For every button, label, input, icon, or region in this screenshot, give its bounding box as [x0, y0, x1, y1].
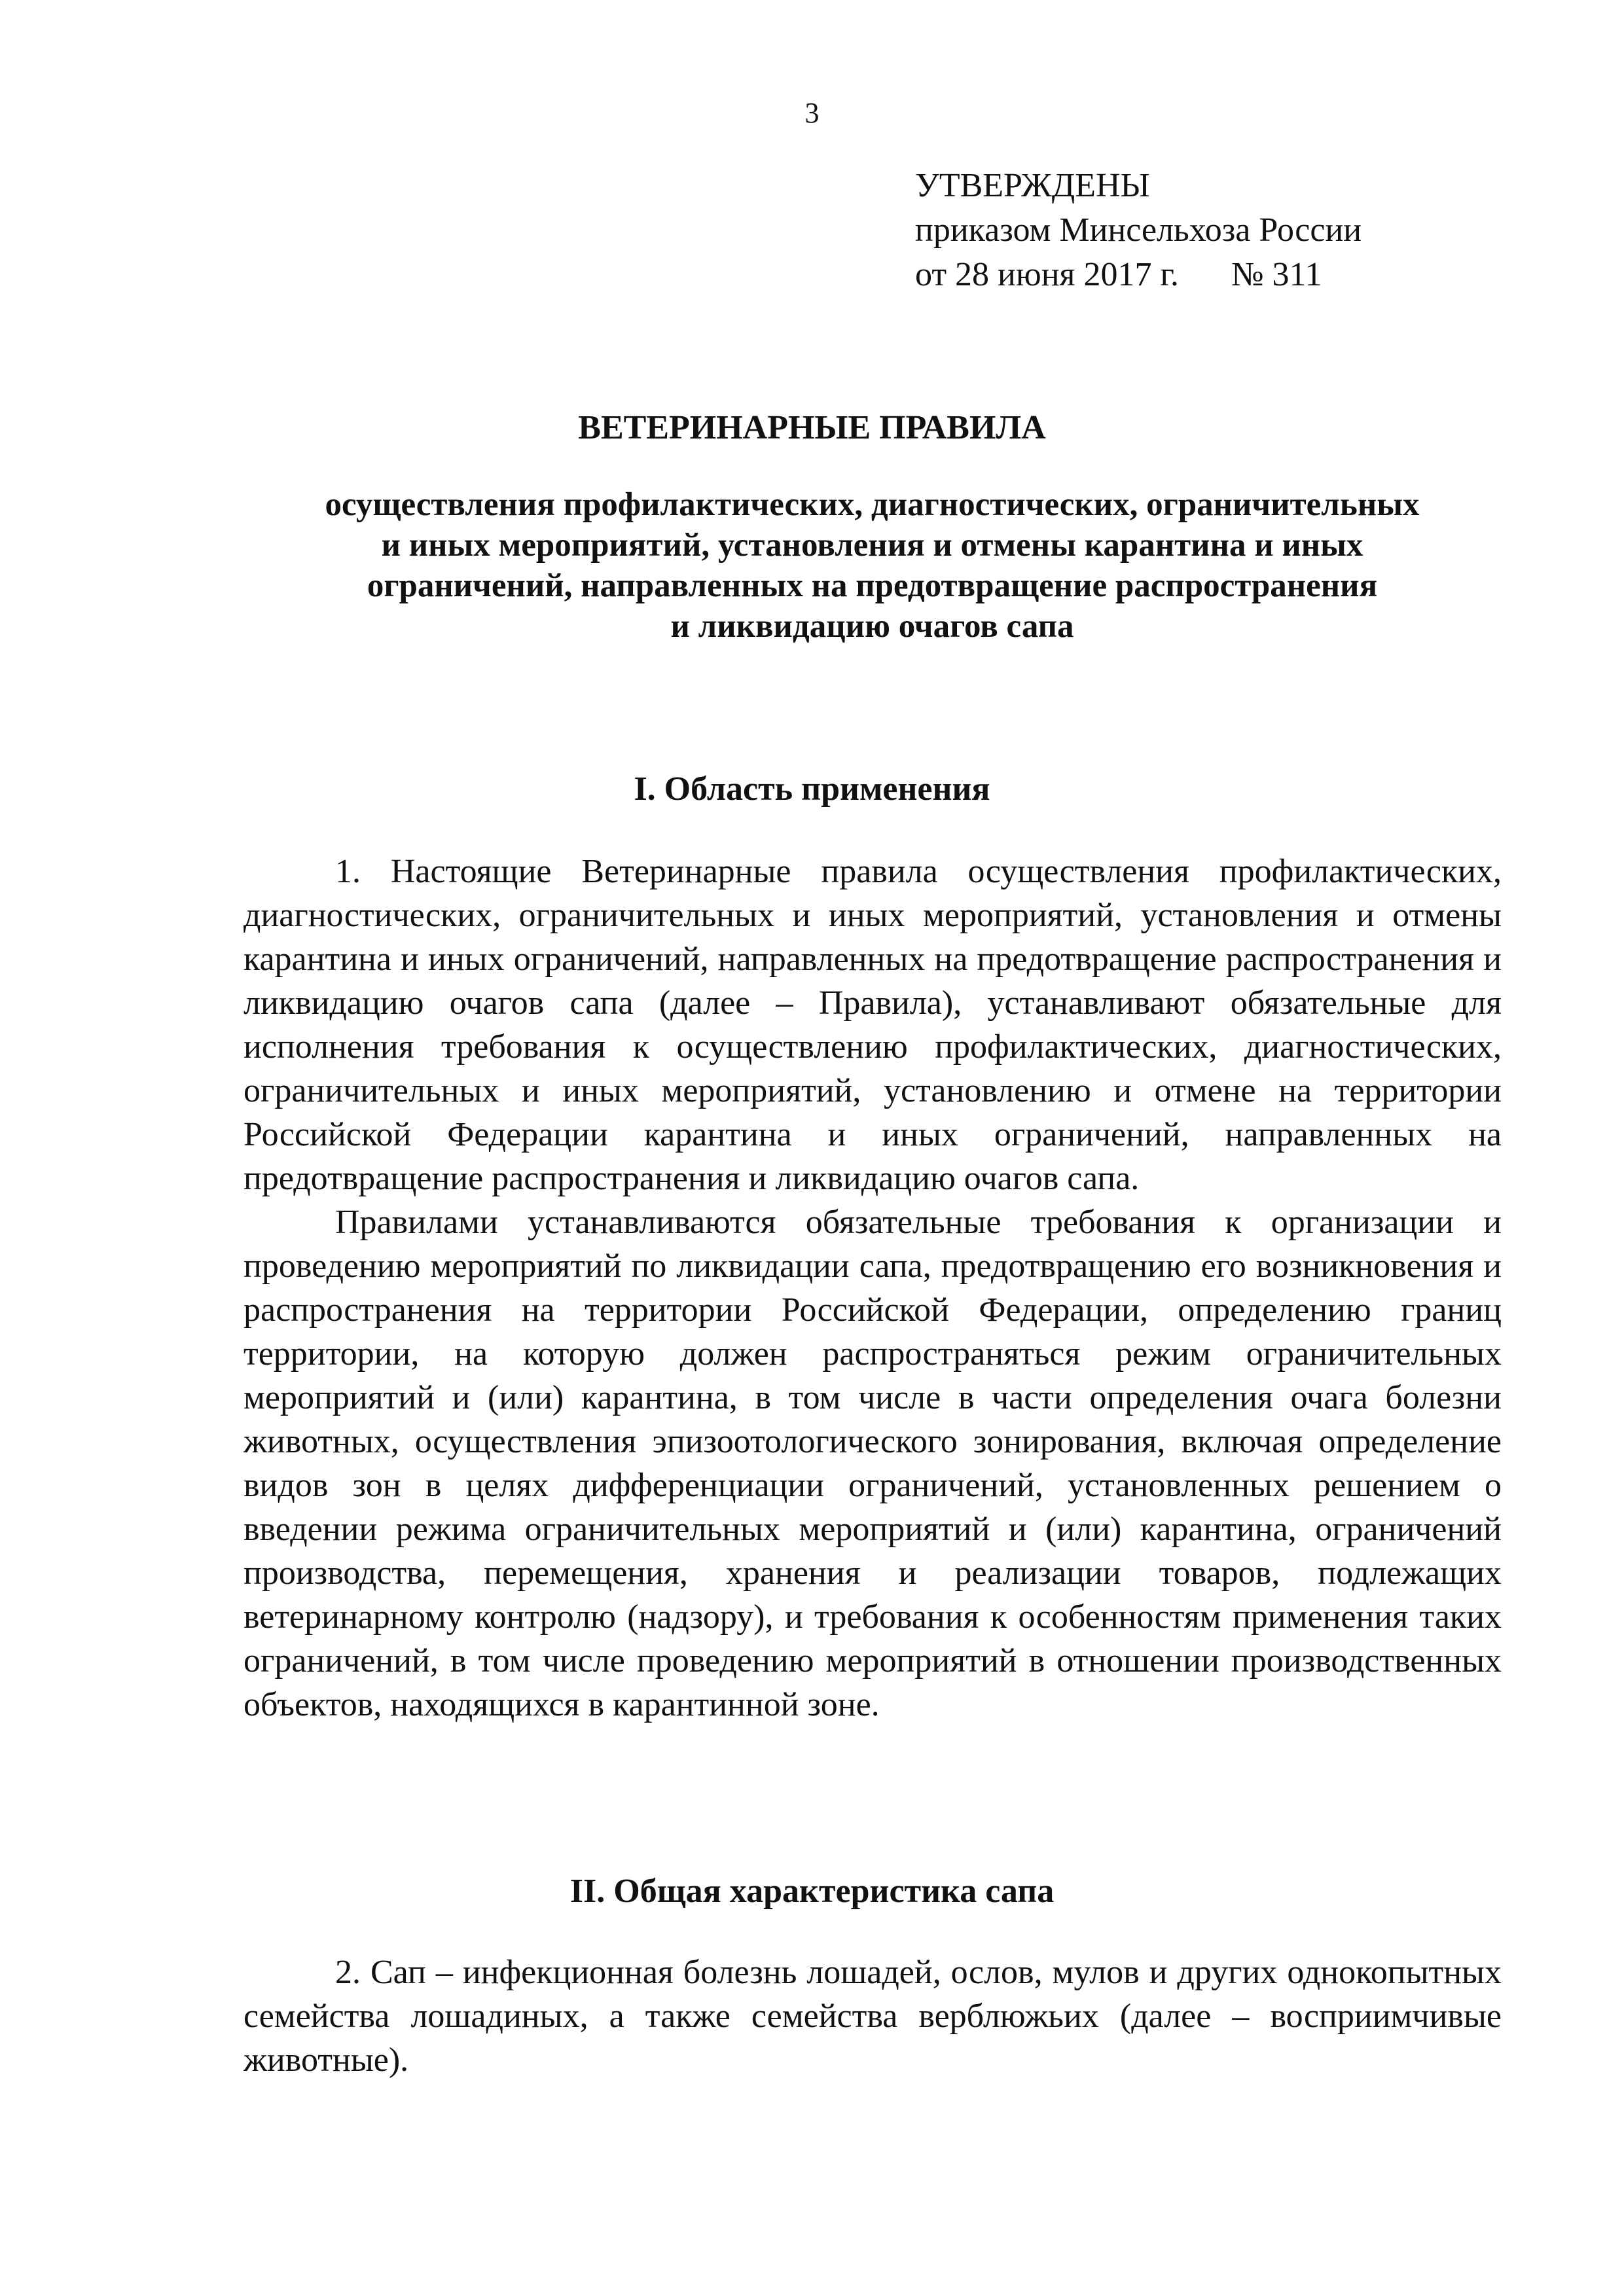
section-heading-scope: I. Область применения	[634, 770, 990, 808]
approval-number: № 311	[1231, 256, 1322, 293]
approval-heading: УТВЕРЖДЕНЫ	[915, 167, 1150, 204]
approval-order: приказом Минсельхоза России	[915, 211, 1362, 249]
subtitle-line: осуществления профилактических, диагностических, ограничительных	[325, 486, 1420, 523]
page-number: 3	[804, 97, 820, 129]
document-subtitle	[242, 484, 1502, 647]
section-heading-characteristics: II. Общая характеристика сапа	[569, 1873, 1055, 1910]
approval-date-line	[915, 253, 1362, 297]
section-body-characteristics	[244, 1950, 1502, 2082]
paragraph-2: 2. Сап – инфекционная болезнь лошадей, ослов, мулов и других однокопытных семейства лошадиных, а также семейства верблюжьих (далее – восприимчивые животные).	[244, 1954, 1502, 2079]
approval-date: от 28 июня 2017 г.	[915, 256, 1179, 293]
section-body-scope	[244, 850, 1502, 1727]
approval-stamp	[915, 164, 1362, 297]
subtitle-line: ограничений, направленных на предотвращение распространения	[367, 567, 1378, 604]
subtitle-line: и ликвидацию очагов сапа	[670, 608, 1074, 645]
subtitle-line: и иных мероприятий, установления и отмены карантина и иных	[381, 527, 1363, 564]
document-title: ВЕТЕРИНАРНЫЕ ПРАВИЛА	[578, 409, 1046, 446]
paragraph-1: 1. Настоящие Ветеринарные правила осуществления профилактических, диагностических, ограничительных и иных мероприятий, установления и отмены карантина и иных ограничений, направленных на предотвращение распространения и ликвидацию очагов сапа (далее – Правила), устанавливают обязательные для исполнения требования к осуществлению профилактических, диагностических, ограничительных и иных мероприятий, установлению и отмене на территории Российской Федерации карантина и иных ограничений, направленных на предотвращение распространения и ликвидацию очагов сапа.	[244, 853, 1502, 1197]
paragraph-1-continued: Правилами устанавливаются обязательные требования к организации и проведению мероприятий по ликвидации сапа, предотвращению его возникновения и распространения на территории Российской Федерации, определению границ территории, на которую должен распространяться режим ограничительных мероприятий и (или) карантина, в том числе в части определения очага болезни животных, осуществления эпизоотологического зонирования, включая определение видов зон в целях дифференциации ограничений, установленных решением о введении режима ограничительных мероприятий и (или) карантина, ограничений производства, перемещения, хранения и реализации товаров, подлежащих ветеринарному контролю (надзору), и требования к особенностям применения таких ограничений, в том числе проведению мероприятий в отношении производственных объектов, находящихся в карантинной зоне.	[244, 1204, 1502, 1723]
